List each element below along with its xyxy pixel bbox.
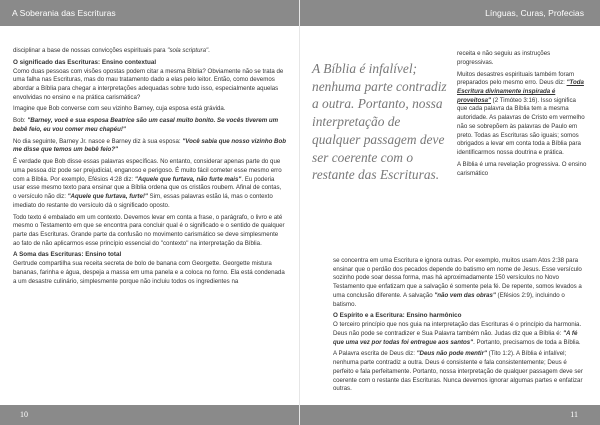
left-body-text xyxy=(13,47,286,289)
paragraph: Imagine que Bob converse com seu vizinho Barney, cuja esposa está grávida. xyxy=(13,105,226,113)
paragraph: disciplinar a base de nossas convicções espirituais para "sola scriptura". xyxy=(13,47,210,54)
section-heading: A Soma das Escrituras: Ensino total xyxy=(13,251,122,259)
paragraph: É verdade que Bob disse essas palavras específicas. No entanto, considerar apenas parte do que uma pessoa diz pode ser prejudicial, enganoso e perigoso. É muito fácil cometer esse mesmo erro com a Bíblia. Por exemplo, Efésios 4:28 diz: "Aquele que furtava, não furte mais". Eu poderia usar esse mesmo texto para ensinar que a Bíblia ordena que os cristãos roubem. Afinal de contas, o versículo não diz: "Aquele que furtava, furte!" Sim, essas palavras estão lá, mas o contexto imediato do restante do versículo dá o significado oposto. xyxy=(13,158,282,209)
footer-left xyxy=(0,405,300,425)
paragraph: Muitos desastres espirituais também foram preparados pelo mesmo erro. Deus diz: "Toda Escritura divinamente inspirada é proveitosa" (2 Timóteo 3:16). Isso significa que cada palavra da Bíblia tem a mesma autoridade. As palavras de Cristo em vermelho não se sobrepõem às palavras de Paulo em preto. Todas as Escrituras são iguais; somos obrigados a levar em conta toda a Bíblia para identificarmos nossa doutrina e prática. xyxy=(457,70,585,156)
running-header-left xyxy=(0,0,300,26)
dialogue-paragraph: Bob: "Barney, você e sua esposa Beatrice são um casal muito bonito. Se vocês tiverem um bebê feio, eu vou comer meu chapéu!" xyxy=(13,117,279,133)
paragraph: Todo texto é embalado em um contexto. Devemos levar em conta a frase, o parágrafo, o livro e até mesmo o Testamento em que se encontra para concluir qual é o significado e o sentido de qualquer parte das Escrituras. Grande parte da confusão no movimento carismático se deve simplesmente ao fato de não aplicarmos esse princípio essencial do "contexto" na interpretação da Bíblia. xyxy=(13,213,285,247)
paragraph: receita e não seguiu as instruções progressivas. xyxy=(457,50,551,66)
book-title: A Soberania das Escrituras xyxy=(12,8,116,18)
paragraph: A Bíblia é uma revelação progressiva. O ensino carismático xyxy=(457,160,587,177)
page-number: 10 xyxy=(20,410,28,419)
dialogue-paragraph: No dia seguinte, Barney Jr. nasce e Barney diz à sua esposa: "Você sabia que nosso vizinho Bob me disse que temos um bebê feio?" xyxy=(13,137,286,154)
right-column-text xyxy=(457,50,587,181)
paragraph: Como duas pessoas com visões opostas podem citar a mesma Bíblia? Obviamente não se trata de uma falha nas Escrituras, mas do mau tratamento dado a elas pelo leitor. Então, como devemos abordar a Bíblia para chegar a interpretações adequadas sobre tudo isso, especialmente aquelas envolvidas no ensino e na prática carismática? xyxy=(13,67,284,101)
right-body-text xyxy=(333,257,588,397)
chapter-title: Línguas, Curas, Profecias xyxy=(485,8,584,18)
paragraph: Gertrude compartilha sua receita secreta de bolo de banana com Georgette. Georgette mistura bananas, farinha e água, despeja a massa em uma panela e a coloca no forno. Ela está condenada a um desastre culinário, simplesmente porque não incluiu todos os ingredientes na xyxy=(13,260,285,285)
right-page xyxy=(300,0,600,425)
section-heading: O significado das Escrituras: Ensino contextual xyxy=(13,58,157,66)
page-number: 11 xyxy=(570,410,578,419)
footer-right xyxy=(300,405,600,425)
paragraph: O terceiro princípio que nos guia na interpretação das Escrituras é o princípio da harmonia. Deus não pode se contradizer e Sua Palavra também não. Judas diz que a Bíblia é: "A fé que uma vez por todas foi entregue aos santos". Portanto, precisamos de toda a Bíblia. xyxy=(333,321,582,346)
running-header-right xyxy=(300,0,600,26)
paragraph: A Palavra escrita de Deus diz: "Deus não pode mentir" (Tito 1:2). A Bíblia é infalível; nenhuma parte contradiz a outra. Deus é consistente e fala consistentemente; Deus é perfeito e fala perfeitamente. Portanto, nossa interpretação de qualquer passagem deve ser coerente com o restante das Escrituras. Nunca devemos ignorar algumas partes e enfatizar outras. xyxy=(333,350,583,393)
paragraph: se concentra em uma Escritura e ignora outras. Por exemplo, muitos usam Atos 2:38 para ensinar que o perdão dos pecados depende do batismo em nome de Jesus. Esse versículo sozinho pode soar dessa forma, mas há aproximadamente 150 versículos no Novo Testamento que enfatizam que a salvação é somente pela fé. De repente, somos levados a uma conclusão diferente. A salvação "não vem das obras" (Efésios 2:9), incluindo o batismo. xyxy=(333,257,582,308)
pull-quote: A Bíblia é infalível; nenhuma parte contradiz a outra. Portanto, nossa interpretação de qualquer passagem deve ser coerente com o restante das Escrituras. xyxy=(312,61,447,183)
section-heading: O Espírito e a Escritura: Ensino harmônico xyxy=(333,312,462,320)
